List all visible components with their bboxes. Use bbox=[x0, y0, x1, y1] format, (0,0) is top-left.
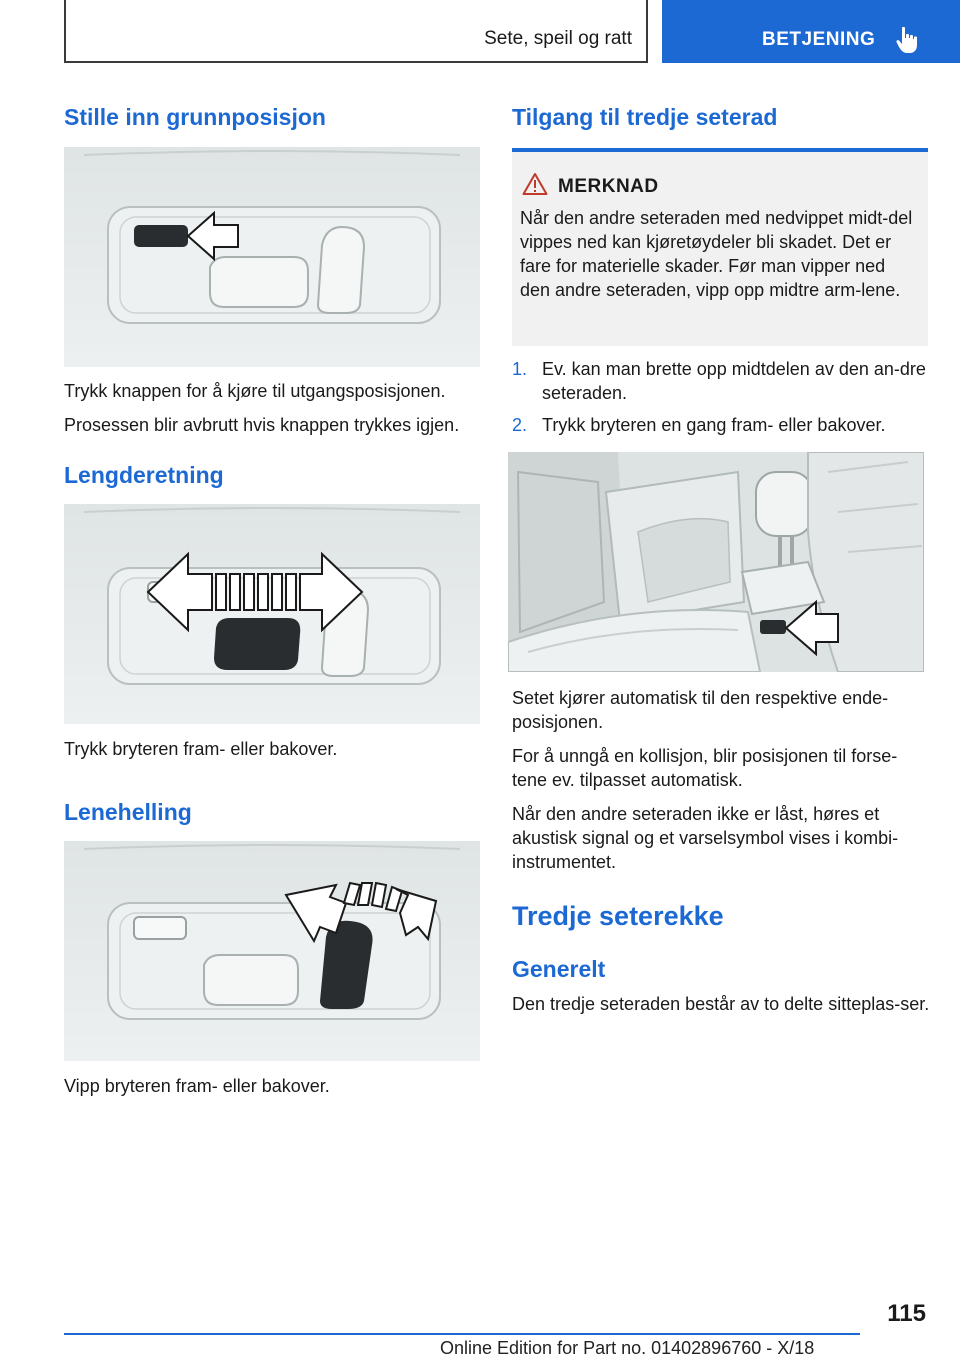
heading-longitudinal: Lengderetning bbox=[64, 462, 224, 488]
heading-basic-position: Stille inn grunnposisjon bbox=[64, 104, 326, 130]
pointing-hand-icon bbox=[896, 26, 922, 54]
note-title: MERKNAD bbox=[558, 176, 659, 197]
text-not-locked: Når den andre seteraden ikke er låst, høres et akustisk signal og et varselsymbol vises i kombi-instrumentet. bbox=[512, 804, 899, 872]
footer-edition: Online Edition for Part no. 01402896760 - X/18 bbox=[440, 1338, 815, 1358]
text-seat-moves: Setet kjører automatisk til den respektive ende-posisjonen. bbox=[512, 688, 889, 732]
text-longitudinal: Trykk bryteren fram- eller bakover. bbox=[64, 739, 338, 759]
heading-general: Generelt bbox=[512, 956, 606, 982]
heading-third-row: Tredje seterekke bbox=[512, 901, 724, 931]
note-body: Når den andre seteraden med nedvippet midt-del vippes ned kan kjøretøydeler bli skadet. Det er fare for materielle skader. Før man vipper ned den andre seteraden, vipp opp midtre arm-lene. bbox=[520, 208, 913, 300]
heading-third-row-access: Tilgang til tredje seterad bbox=[512, 104, 778, 130]
warning-triangle-icon bbox=[522, 172, 548, 196]
header-section-title: Sete, speil og ratt bbox=[484, 28, 632, 49]
header-section-box bbox=[64, 0, 648, 63]
text-general: Den tredje seteraden består av to delte sitteplas-ser. bbox=[512, 994, 930, 1014]
note-box bbox=[512, 148, 928, 346]
header-chapter-title: BETJENING bbox=[762, 29, 876, 50]
step-number: 2. bbox=[512, 415, 528, 435]
step-2 bbox=[512, 413, 928, 437]
text-collision: For å unngå en kollisjon, blir posisjonen til forse-tene ev. tilpasset automatisk. bbox=[512, 746, 898, 790]
footer-divider bbox=[64, 1333, 860, 1335]
step-text: Ev. kan man brette opp midtdelen av den an-dre seteraden. bbox=[542, 359, 926, 403]
figure-backrest-switch bbox=[64, 841, 480, 1061]
text-basic-position-2: Prosessen blir avbrutt hvis knappen trykkes igjen. bbox=[64, 415, 460, 435]
step-1 bbox=[512, 357, 928, 405]
page-number: 115 bbox=[887, 1300, 926, 1327]
text-backrest: Vipp bryteren fram- eller bakover. bbox=[64, 1076, 330, 1096]
figure-longitudinal-switch bbox=[64, 504, 480, 724]
step-number: 1. bbox=[512, 359, 528, 379]
figure-second-row-switch bbox=[508, 452, 924, 672]
heading-backrest: Lenehelling bbox=[64, 799, 192, 825]
figure-memory-button bbox=[64, 147, 480, 367]
header-chapter-box bbox=[662, 0, 960, 63]
step-text: Trykk bryteren en gang fram- eller bakover. bbox=[542, 415, 886, 435]
text-basic-position-1: Trykk knappen for å kjøre til utgangsposisjonen. bbox=[64, 381, 446, 401]
